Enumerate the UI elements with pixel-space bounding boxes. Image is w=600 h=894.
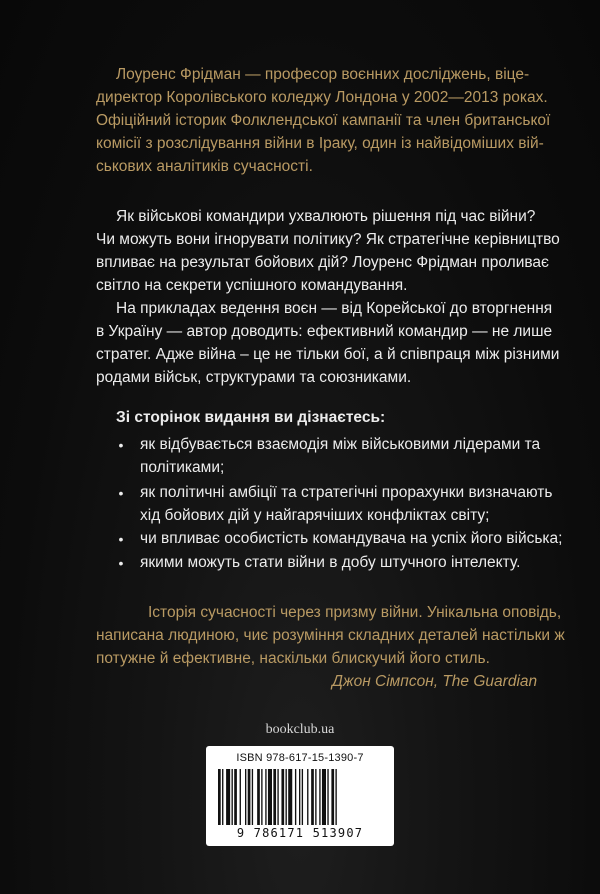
description-line: Чи можуть вони ігнорувати політику? Як стратегічне керівництво bbox=[96, 231, 560, 248]
list-item-line: як політичні амбіції та стратегічні прорахунки визначають bbox=[140, 484, 553, 501]
bullet-icon: • bbox=[118, 437, 124, 453]
author-bio-line: директор Королівського коледжу Лондона у 2002—2013 роках. bbox=[96, 89, 548, 106]
author-bio-line: ськових аналітиків сучасності. bbox=[96, 158, 313, 175]
list-item-line: як відбувається взаємодія між військовими лідерами та bbox=[140, 436, 541, 453]
description-line: впливає на результат бойових дій? Лоуренс Фрідман проливає bbox=[96, 254, 549, 271]
isbn-label: ISBN 978-617-15-1390-7 bbox=[236, 752, 364, 764]
quote-line: написана людиною, чиє розуміння складних деталей настільки ж bbox=[96, 627, 565, 644]
attribution-name: Джон Сімпсон, bbox=[332, 673, 443, 690]
isbn-barcode-box bbox=[206, 746, 394, 846]
bullet-icon: • bbox=[118, 531, 124, 547]
learn-heading: Зі сторінок видання ви дізнаєтесь: bbox=[116, 409, 386, 426]
description-line: світло на секрети успішного командування. bbox=[96, 277, 408, 294]
description-line: На прикладах ведення воєн — від Корейської до вторгнення bbox=[116, 300, 553, 317]
bullet-icon: • bbox=[118, 485, 124, 501]
list-item-line: політиками; bbox=[140, 459, 225, 476]
bullet-icon: • bbox=[118, 555, 124, 571]
author-bio-line: Офіційний історик Фолклендської кампанії та член британської bbox=[96, 112, 551, 129]
list-item-line: чи впливає особистість командувача на успіх його війська; bbox=[140, 530, 563, 547]
description-line: в Україну — автор доводить: ефективний командир — не лише bbox=[96, 323, 553, 340]
list-item-line: хід бойових дій у найгарячіших конфліктах світу; bbox=[140, 507, 490, 524]
barcode-digits: 9 786171 513907 bbox=[236, 826, 364, 840]
publisher-website: bookclub.ua bbox=[265, 722, 335, 737]
attribution-source: The Guardian bbox=[442, 673, 538, 690]
description-line: Як військові командири ухвалюють рішення під час війни? bbox=[116, 208, 536, 225]
description-line: стратег. Адже війна – це не тільки бої, а й співпраця між різними bbox=[96, 346, 560, 363]
barcode-icon bbox=[216, 769, 384, 825]
author-bio-line: Лоуренс Фрідман — професор воєнних досліджень, віце- bbox=[116, 66, 530, 83]
list-item-line: якими можуть стати війни в добу штучного інтелекту. bbox=[140, 554, 521, 571]
description-line: родами військ, структурами та союзниками. bbox=[96, 369, 412, 386]
quote-line: потужне й ефективне, наскільки блискучий його стиль. bbox=[96, 650, 490, 667]
quote-line: Історія сучасності через призму війни. Унікальна оповідь, bbox=[148, 604, 562, 621]
author-name: Лоуренс Фрідман bbox=[116, 66, 241, 83]
quote-attribution bbox=[332, 673, 537, 691]
author-bio-line: комісії з розслідування війни в Іраку, один із найвідоміших вій- bbox=[96, 135, 544, 152]
